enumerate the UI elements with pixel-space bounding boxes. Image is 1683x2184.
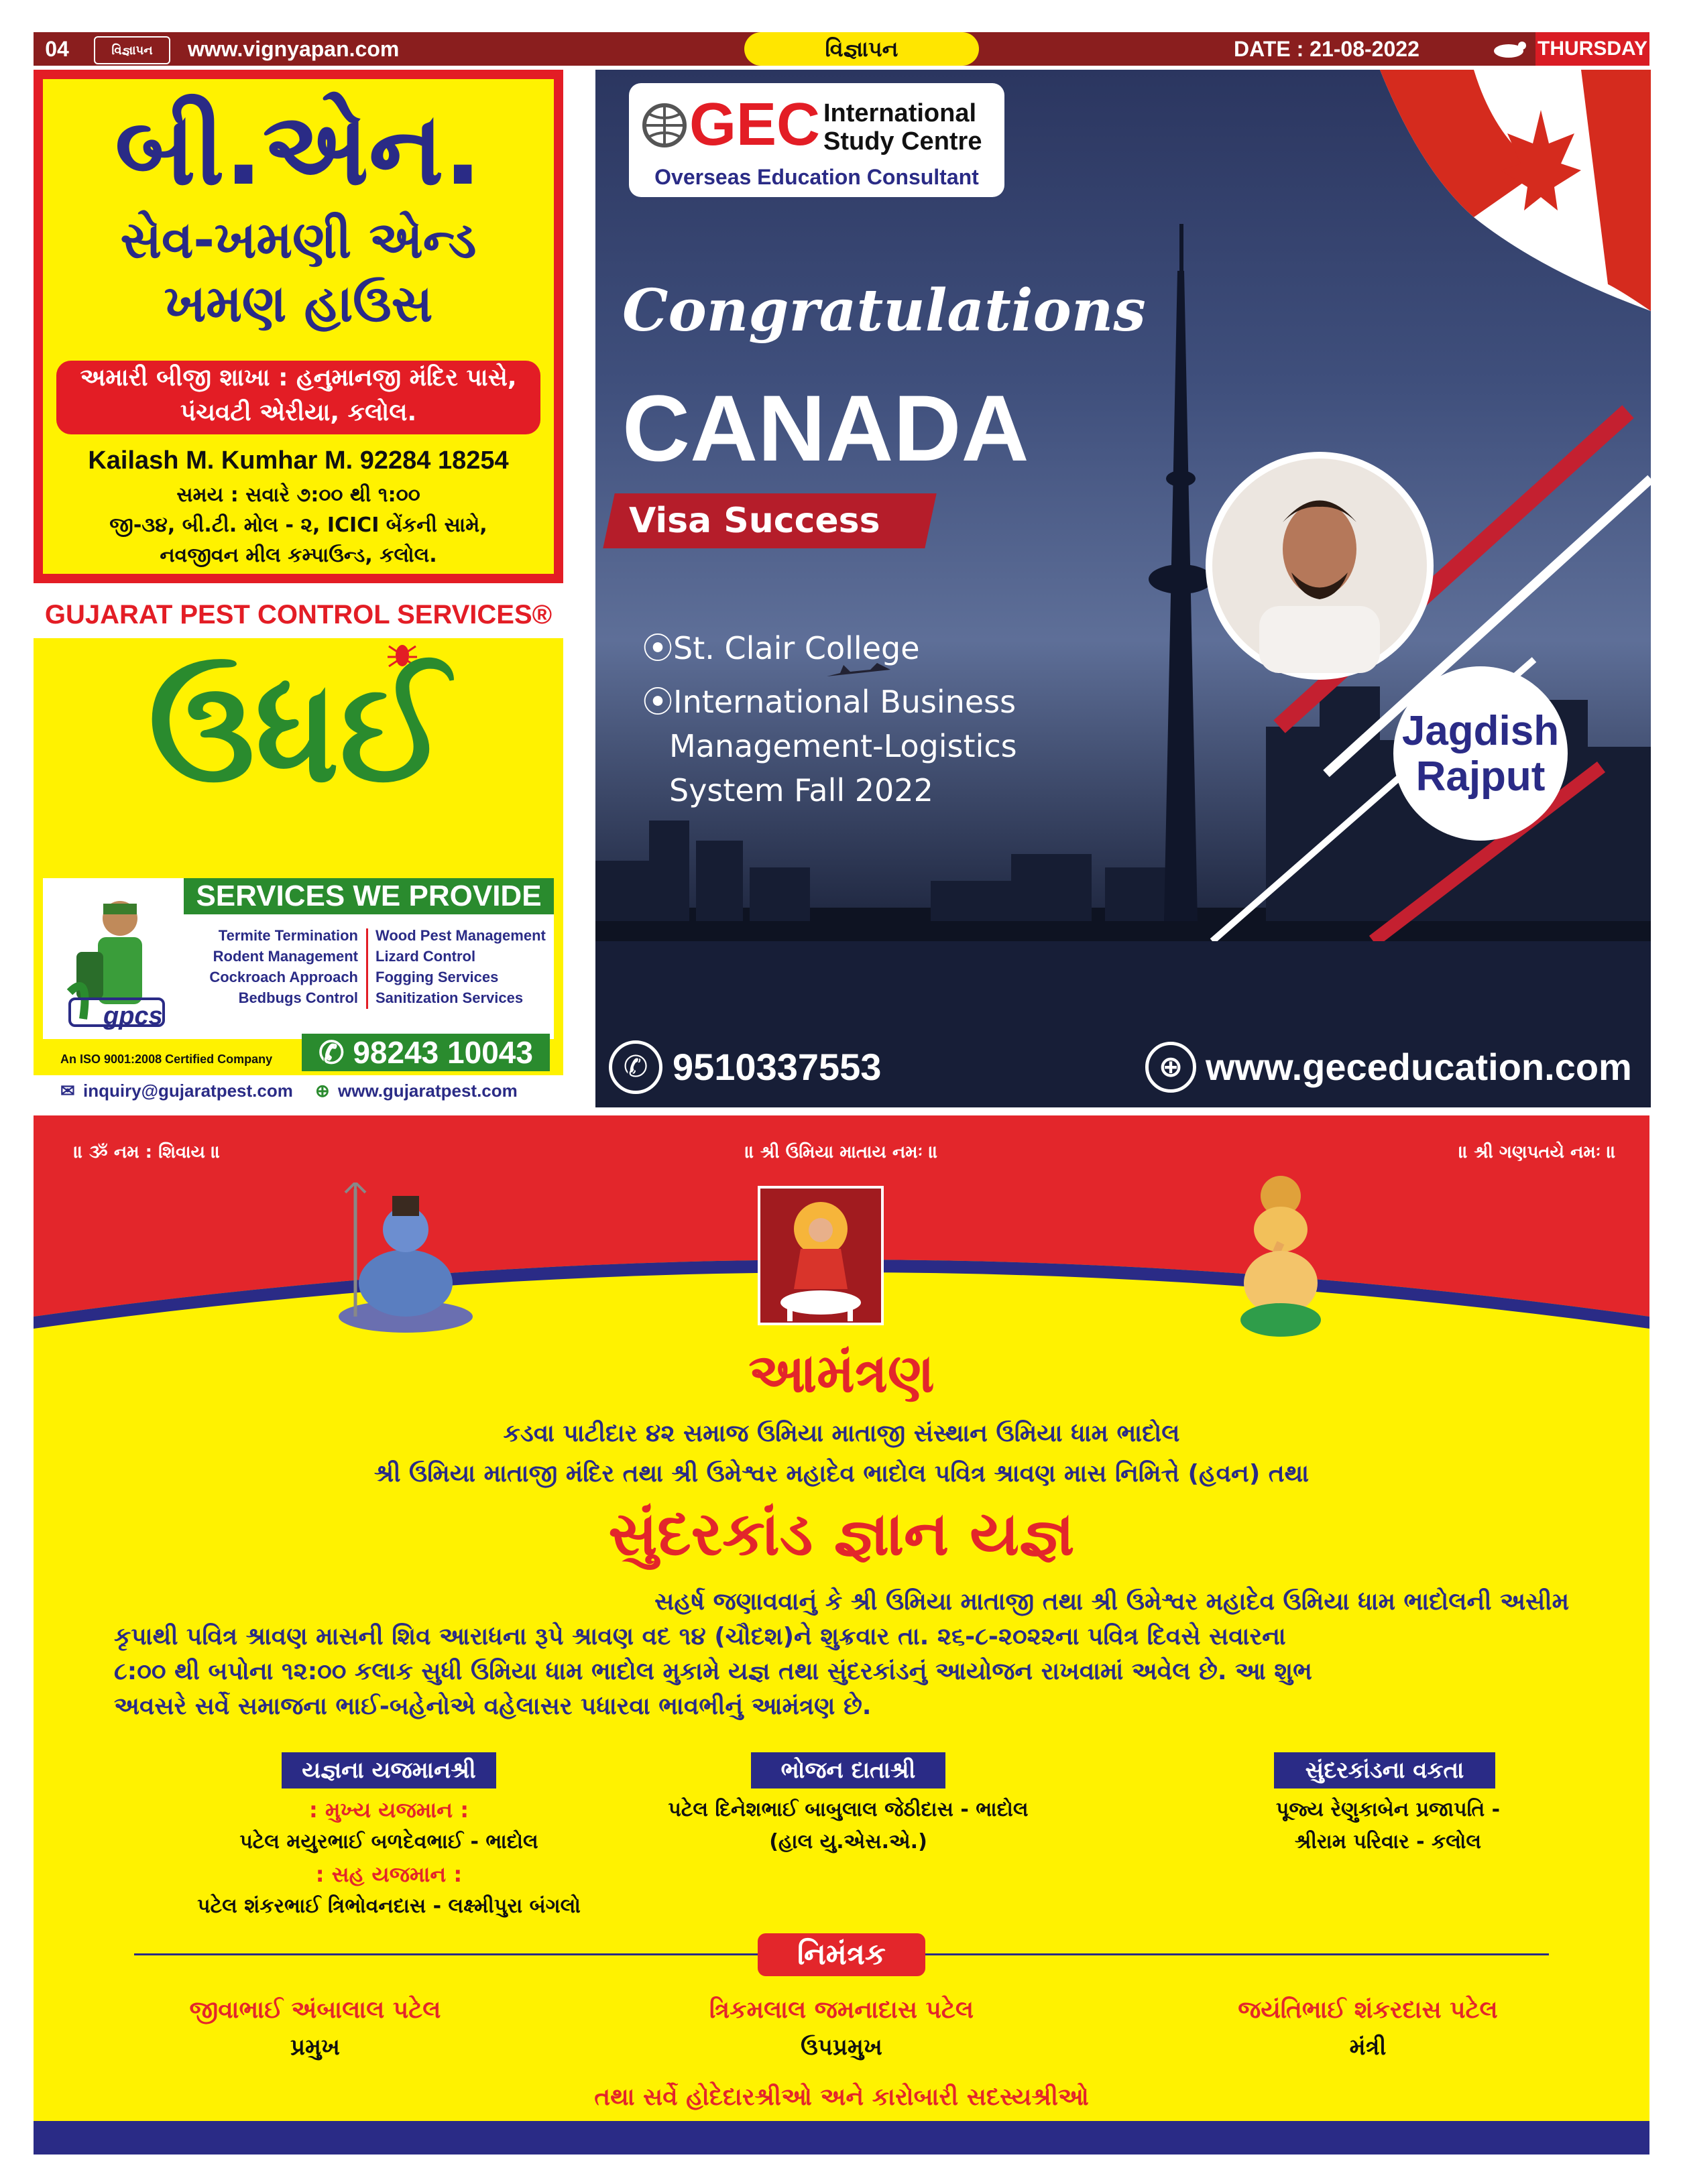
- student-name-badge: [1393, 666, 1568, 841]
- invite-bottom-band: [34, 2121, 1649, 2155]
- pest-company-name: GUJARAT PEST CONTROL SERVICES®: [34, 591, 563, 638]
- course-line2: Management-Logistics: [669, 728, 1017, 764]
- gec-logo-line2: Study Centre: [823, 127, 982, 156]
- student-first-name: Jagdish: [1401, 708, 1560, 754]
- graduation-cap-icon: ⦿: [642, 684, 673, 720]
- email-icon: ✉: [60, 1081, 75, 1101]
- globe-icon: ⊕: [1145, 1042, 1196, 1093]
- pest-website[interactable]: www.gujaratpest.com: [338, 1081, 518, 1101]
- header-bar: [34, 32, 1649, 66]
- ad-bn-branch: અમારી બીજી શાખા : હનુમાનજી મંદિર પાસે, પંચવટી એરીયા, કલોલ.: [56, 361, 540, 434]
- bull-icon: [1489, 38, 1529, 60]
- gec-globe-icon: [641, 102, 688, 149]
- course-line1: International Business: [673, 684, 1017, 720]
- pest-headline: ઉધઈ: [148, 650, 449, 814]
- pest-services-title: SERVICES WE PROVIDE: [184, 878, 554, 914]
- col3-name2: શ્રીરામ પરિવાર - કલોલ: [1294, 1830, 1482, 1854]
- airplane-icon: [823, 660, 897, 686]
- ad-bn-contact: Kailash M. Kumhar M. 92284 18254: [88, 446, 509, 475]
- ad-bn-line1: સેવ-ખમણી એન્ડ: [120, 210, 477, 269]
- ad-bn-khaman-house: [34, 70, 563, 583]
- ad-bn-address1: જી-૩૪, બી.ટી. મોલ - ૨, ICICI બેંકની સામે,: [109, 513, 487, 537]
- service-item: Fogging Services: [375, 969, 499, 985]
- ad-bn-line2: ખમણ હાઉસ: [164, 274, 433, 333]
- service-item: Wood Pest Management: [375, 927, 546, 944]
- invite-body-line3: ૮:૦૦ થી બપોના ૧૨:૦૦ કલાક સુધી ઉમિયા ધામ ભાદોલ મુકામે યજ્ઞ તથા સુંદરકાંડનું આયોજન રાખવામાં અવેલ છે. આ શુભ: [114, 1658, 1312, 1685]
- inviter3-role: મંત્રી: [1349, 2034, 1387, 2061]
- inviter1-name: જીવાભાઈ અંબાલાલ પટેલ: [189, 1996, 441, 2024]
- location-pin-icon: ⦿: [642, 630, 673, 666]
- issue-day: THURSDAY: [1535, 32, 1649, 66]
- visa-label: Visa Success: [629, 501, 880, 541]
- inviters-title: નિમંત્રક: [758, 1933, 925, 1976]
- inviter2-name: ત્રિકમલાલ જમનાદાસ પટેલ: [709, 1996, 974, 2024]
- phone-icon: ✆: [609, 1040, 662, 1094]
- pest-brand: gpcs: [103, 1002, 163, 1030]
- pest-services-right: [375, 925, 554, 1008]
- lord-shiva-image: [329, 1182, 483, 1337]
- umiya-mata-figure: [760, 1189, 881, 1323]
- pest-email[interactable]: inquiry@gujaratpest.com: [83, 1081, 293, 1101]
- phone-icon: ✆: [318, 1035, 353, 1070]
- ad-bn-timing: સમય : સવારે ૭:૦૦ થી ૧:૦૦: [176, 483, 420, 507]
- col1-name1: પટેલ મયુરભાઈ બળદેવભાઈ - ભાદોલ: [239, 1830, 538, 1854]
- col2-name1: પટેલ દિનેશભાઈ બાબુલાલ જેઠીદાસ - ભાદોલ: [668, 1798, 1029, 1821]
- col3-title: સુંદરકાંડના વકતા: [1274, 1752, 1495, 1788]
- pest-services-box: [43, 878, 554, 1039]
- pest-services-left: [197, 925, 358, 1008]
- gec-logo-text: GEC: [689, 91, 821, 158]
- service-item: Lizard Control: [375, 948, 476, 965]
- pest-phone-number: 98243 10043: [353, 1035, 533, 1070]
- col2-name2: (હાલ યુ.એસ.એ.): [769, 1830, 927, 1854]
- inviter2-role: ઉપપ્રમુખ: [801, 2034, 882, 2061]
- ad-gec-canada: [595, 70, 1651, 1107]
- ad-bn-inner: [43, 79, 554, 574]
- globe-icon: ⊕: [315, 1081, 330, 1101]
- col1-sub2: : સહ યજમાન :: [315, 1862, 463, 1887]
- mantra-center: ॥ શ્રી ઉમિયા માતાય નમઃ ॥: [745, 1142, 938, 1162]
- header-website-link[interactable]: www.vignyapan.com: [188, 37, 400, 61]
- college-name: St. Clair College: [673, 630, 920, 666]
- col1-sub1: : મુખ્ય યજમાન :: [309, 1797, 469, 1823]
- page-number: 04: [45, 37, 69, 61]
- mantra-right: ॥ શ્રી ગણપતયે નમઃ ॥: [1458, 1142, 1616, 1162]
- service-item: Cockroach Approach: [209, 969, 358, 985]
- student-photo: [1212, 459, 1427, 673]
- inviter1-role: પ્રમુખ: [290, 2034, 341, 2061]
- inviter3-name: જયંતિભાઈ શંકરદાસ પટેલ: [1238, 1996, 1498, 2024]
- gec-website[interactable]: www.geceducation.com: [1206, 1046, 1632, 1088]
- services-divider: [366, 928, 368, 1009]
- pest-contact-strip: [34, 1075, 563, 1107]
- umiya-mata-image: [758, 1186, 884, 1325]
- course-line3: System Fall 2022: [669, 772, 933, 808]
- gec-phone[interactable]: 9510337553: [673, 1046, 882, 1088]
- col3-name1: પૂજ્ય રેણુકાબેન પ્રજાપતિ -: [1275, 1798, 1501, 1821]
- invite-body-line1: સહર્ષ જણાવવાનું કે શ્રી ઉમિયા માતાજી તથા શ્રી ઉમેશ્વર મહાદેવ ઉમિયા ધામ ભાદોલની અસીમ: [654, 1588, 1569, 1616]
- masthead-logo: વિજ્ઞાપન: [94, 36, 170, 64]
- invite-heading: આમંત્રણ: [748, 1342, 935, 1404]
- course-block: [642, 680, 1017, 812]
- country-heading: CANADA: [622, 375, 1029, 481]
- section-label: વિજ્ઞાપન: [744, 32, 979, 66]
- canada-flag-image: [1340, 70, 1651, 311]
- ad-gujarat-pest-control: [34, 591, 563, 1107]
- invitation-ad: [34, 1115, 1649, 2155]
- service-item: Sanitization Services: [375, 989, 524, 1006]
- gec-logo-box: [629, 83, 1004, 197]
- mantra-left: ॥ ૐ નમ : શિવાય ॥: [74, 1142, 221, 1162]
- ad-bn-address2: નવજીવન મીલ કમ્પાઉન્ડ, કલોલ.: [160, 544, 437, 567]
- invite-body-line2: કૃપાથી પવિત્ર શ્રાવણ માસની શિવ આરાધના રૂપે શ્રાવણ વદ ૧૪ (ચૌદશ)ને શુક્રવાર તા. ૨૬-૮-૨૦૨૨ના પવિત્ર દિવસે સવારના: [114, 1623, 1286, 1650]
- service-item: Bedbugs Control: [238, 989, 358, 1006]
- gec-logo-line1: International: [823, 99, 977, 127]
- invite-footer: તથા સર્વે હોદેદારશ્રીઓ અને કારોબારી સદસ્યશ્રીઓ: [594, 2083, 1089, 2111]
- invite-org-line1: કડવા પાટીદાર ૪૨ સમાજ ઉમિયા માતાજી સંસ્થાન ઉમિયા ધામ ભાદોલ: [503, 1420, 1180, 1447]
- congrats-heading: Congratulations: [622, 277, 1146, 345]
- lord-ganesha-image: [1214, 1169, 1348, 1343]
- ad-bn-title: બી.એન.: [115, 91, 482, 208]
- col1-title: યજ્ઞના યજમાનશ્રી: [282, 1752, 496, 1788]
- student-photo-frame: [1206, 452, 1434, 680]
- issue-date: DATE : 21-08-2022: [1234, 37, 1419, 61]
- invite-org-line2: શ્રી ઉમિયા માતાજી મંદિર તથા શ્રી ઉમેશ્વર મહાદેવ ભાદોલ પવિત્ર શ્રાવણ માસ નિમિત્તે (હવન) તથા: [373, 1460, 1310, 1488]
- gec-logo-sub: Overseas Education Consultant: [654, 165, 979, 189]
- pest-certification: An ISO 9001:2008 Certified Company: [60, 1052, 273, 1066]
- student-last-name: Rajput: [1415, 753, 1546, 800]
- service-item: Rodent Management: [213, 948, 358, 965]
- col1-name2: પટેલ શંકરભાઈ ત્રિભોવનદાસ - લક્ષ્મીપુરા બંગલો: [197, 1894, 581, 1918]
- invite-body: [114, 1585, 1569, 1724]
- col2-title: ભોજન દાતાશ્રી: [751, 1752, 945, 1788]
- invite-event-title: સુંદરકાંડ જ્ઞાન યજ્ઞ: [608, 1499, 1075, 1569]
- pest-phone: [302, 1034, 550, 1071]
- invite-body-line4: અવસરે સર્વે સમાજના ભાઈ-બહેનોએ વહેલાસર પધારવા ભાવભીનું આમંત્રણ છે.: [114, 1693, 872, 1720]
- service-item: Termite Termination: [218, 927, 358, 944]
